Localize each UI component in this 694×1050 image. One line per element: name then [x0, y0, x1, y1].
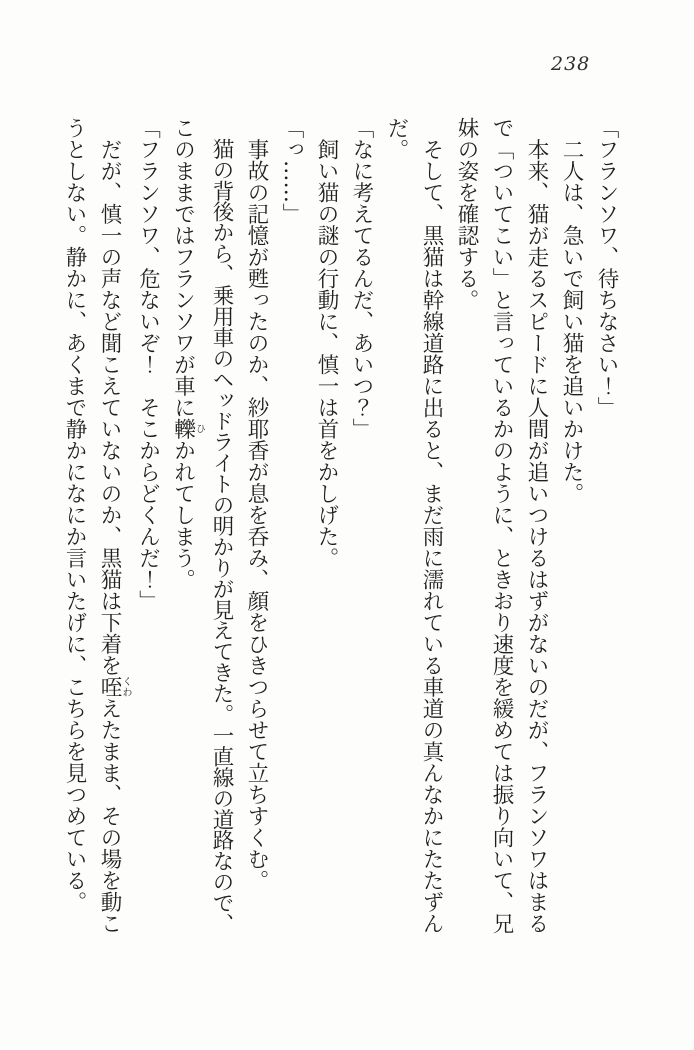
text-line: そして、黒猫は幹線道路に出ると、まだ雨に濡れている車道の真んなかにたたずん	[419, 117, 444, 934]
text-line: このままではフランソワが車に轢ひかれてしまう。	[170, 117, 205, 590]
text-line: 「なに考えてるんだ、あいつ？」	[349, 117, 374, 440]
ruby-annotated-text: 轢ひ	[170, 418, 205, 440]
text-line: 二人は、急いで飼い猫を追いかけた。	[559, 117, 584, 504]
text-line: 猫の背後から、乗用車のヘッドライトの明かりが見えてきた。一直線の道路なので、	[209, 117, 234, 935]
text-block	[57, 117, 624, 937]
text-line: 「フランソワ、待ちなさい！」	[594, 117, 619, 418]
page-number: 238	[551, 53, 591, 75]
text-line: うとしない。静かに、あくまで静かになにか言いたげに、こちらを見つめている。	[62, 117, 87, 913]
text-line: だが、慎一の声など聞こえていないのか、黒猫は下着を咥くわえたまま、その場を動こ	[97, 117, 131, 934]
text-line: 妹の姿を確認する。	[454, 117, 479, 311]
text-line: 本来、猫が走るスピードに人間が追いつけるはずがないのだが、フランソワはまる	[524, 117, 549, 934]
text-line: 飼い猫の謎の行動に、慎一は首をかしげた。	[314, 117, 339, 569]
text-line: 「フランソワ、危ないぞ！ そこからどくんだ！」	[135, 117, 161, 612]
ruby-annotated-text: 咥くわ	[97, 676, 131, 698]
text-line: で「ついてこい」と言っているかのように、ときおり速度を緩めては振り向いて、兄	[489, 117, 514, 934]
text-line: だ。	[384, 117, 409, 160]
text-line: 「っ……」	[279, 117, 304, 225]
text-line: 事故の記憶が甦ったのか、紗耶香が息を呑み、顔をひきつらせて立ちすくむ。	[244, 117, 269, 891]
